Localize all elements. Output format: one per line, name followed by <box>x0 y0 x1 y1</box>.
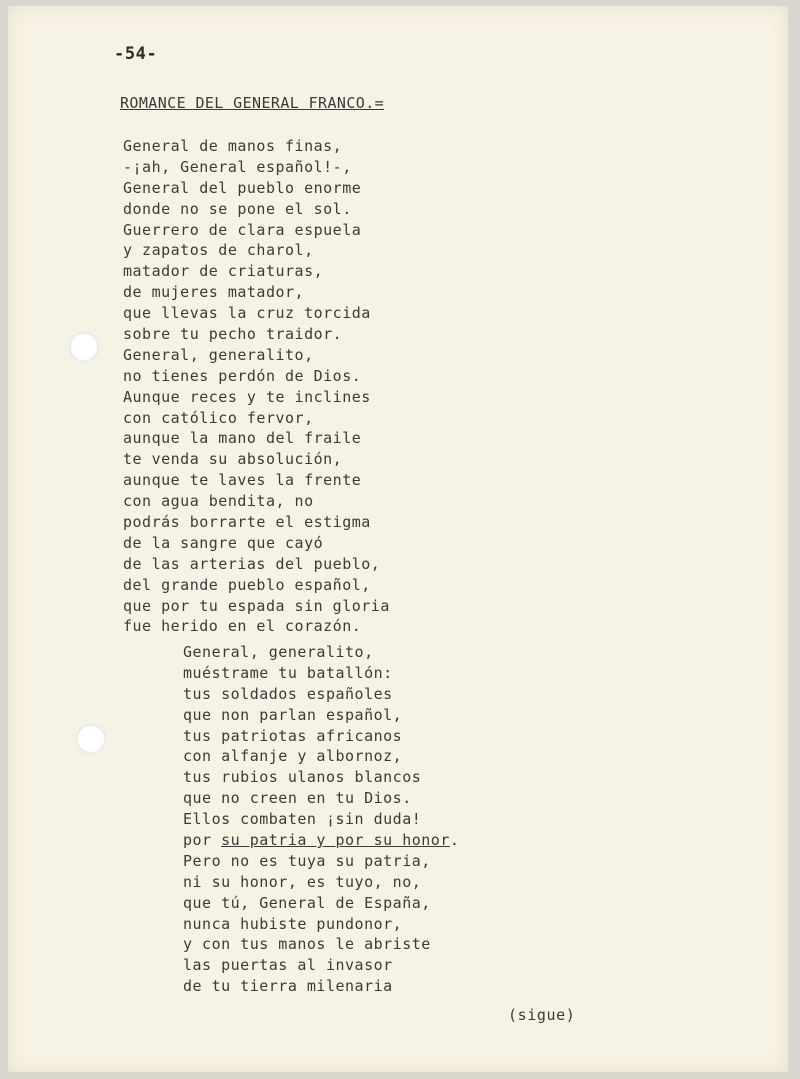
poem-line: tus rubios ulanos blancos <box>183 768 422 787</box>
poem-line: General del pueblo enorme <box>123 178 362 197</box>
poem-line: matador de criaturas, <box>123 262 324 281</box>
punch-hole <box>76 724 106 754</box>
page-number: -54- <box>114 44 158 64</box>
poem-line: General, generalito, <box>183 643 374 661</box>
poem-line: con alfanje y albornoz, <box>183 747 403 766</box>
poem-line: no tienes perdón de Dios. <box>123 366 362 385</box>
poem-title: ROMANCE DEL GENERAL FRANCO.= <box>120 94 385 112</box>
poem-line: aunque la mano del fraile <box>123 429 362 448</box>
poem-line: de tu tierra milenaria <box>183 977 393 996</box>
poem-line: de las arterias del pueblo, <box>123 554 381 573</box>
poem-line: aunque te laves la frente <box>123 471 362 490</box>
poem-line: tus patriotas africanos <box>183 726 403 745</box>
poem-line: y con tus manos le abriste <box>183 935 431 954</box>
document-page <box>8 6 788 1072</box>
poem-line: las puertas al invasor <box>183 956 393 975</box>
poem-line: sobre tu pecho traidor. <box>123 325 343 344</box>
poem-line: muéstrame tu batallón: <box>183 663 393 682</box>
underlined-phrase: su patria y por su honor <box>221 831 450 850</box>
poem-line: con agua bendita, no <box>123 492 314 511</box>
poem-line: ni su honor, es tuyo, no, <box>183 872 422 891</box>
poem-line: te venda su absolución, <box>123 450 343 469</box>
poem-line: Pero no es tuya su patria, <box>183 851 431 870</box>
poem-line: que por tu espada sin gloria <box>123 596 390 615</box>
poem-line: y zapatos de charol, <box>123 241 314 260</box>
poem-line: Guerrero de clara espuela <box>123 220 362 239</box>
line-tail: . <box>449 831 460 850</box>
poem-line: que non parlan español, <box>183 705 403 724</box>
punch-hole <box>69 332 99 362</box>
poem-line: donde no se pone el sol. <box>123 199 352 218</box>
poem-line: -¡ah, General español!-, <box>123 157 352 176</box>
stanza-2 <box>183 642 459 997</box>
poem-line: de la sangre que cayó <box>123 533 324 552</box>
poem-line: de mujeres matador, <box>123 283 305 302</box>
poem-line: que no creen en tu Dios. <box>183 789 412 808</box>
line-prefix: por <box>183 831 222 850</box>
poem-line: que tú, General de España, <box>183 893 431 912</box>
poem-line: General de manos finas, <box>123 137 343 155</box>
poem-line: Aunque reces y te inclines <box>123 387 371 406</box>
poem-line: que llevas la cruz torcida <box>123 304 371 323</box>
continuation-note: (sigue) <box>508 1006 576 1024</box>
stanza-1 <box>123 136 390 637</box>
poem-line: podrás borrarte el estigma <box>123 513 371 532</box>
poem-line: Ellos combaten ¡sin duda! <box>183 810 422 829</box>
poem-line: General, generalito, <box>123 345 314 364</box>
poem-line: con católico fervor, <box>123 408 314 427</box>
poem-line: tus soldados españoles <box>183 684 393 703</box>
poem-line-underlined <box>183 830 459 851</box>
poem-line: fue herido en el corazón. <box>123 617 362 636</box>
poem-line: nunca hubiste pundonor, <box>183 914 403 933</box>
poem-line: del grande pueblo español, <box>123 575 371 594</box>
